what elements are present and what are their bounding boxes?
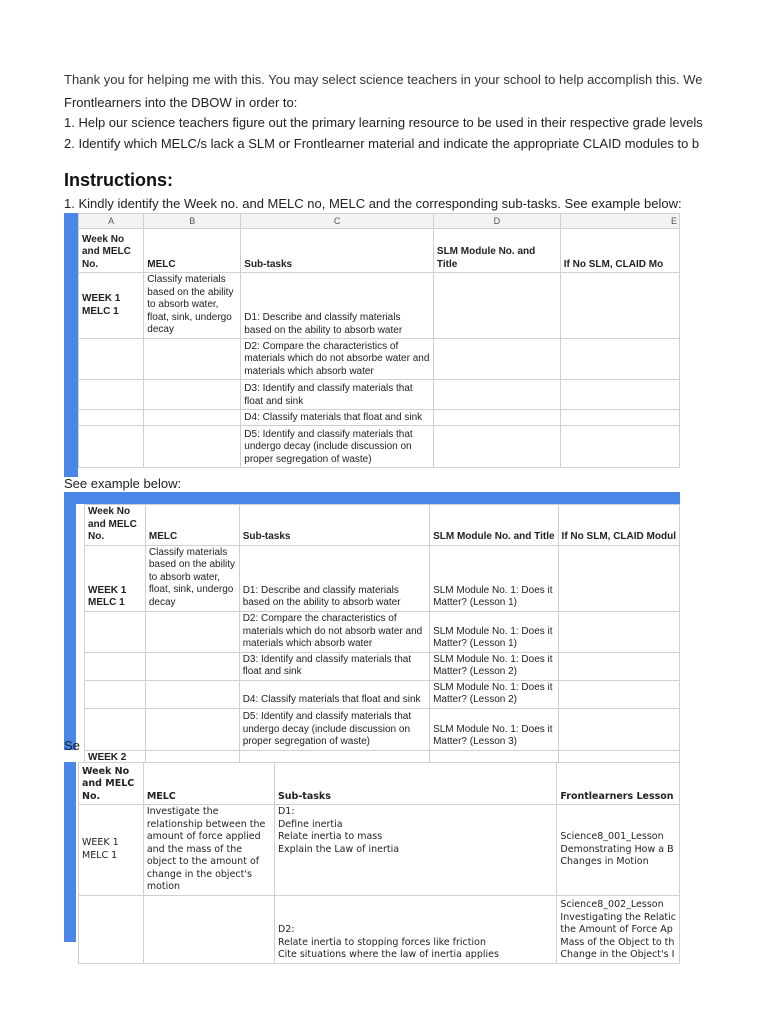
- slm-cell[interactable]: SLM Module No. 1: Does it Matter? (Lesson 1): [430, 611, 558, 652]
- slm-cell[interactable]: [433, 273, 560, 339]
- claid-cell[interactable]: [560, 273, 679, 339]
- column-letter[interactable]: D: [433, 214, 560, 229]
- table-row: [85, 708, 680, 750]
- header-cell[interactable]: Week No and MELC No.: [85, 505, 146, 546]
- column-letter[interactable]: C: [241, 214, 434, 229]
- header-cell[interactable]: Sub-tasks: [274, 763, 556, 805]
- subtask-cell[interactable]: D2: Compare the characteristics of materials which do not absorbe water and materials which absorb water: [241, 339, 434, 380]
- subtask-cell[interactable]: D5: Identify and classify materials that undergo decay (include discussion on proper segregation of waste): [241, 426, 434, 468]
- example-spreadsheet-2: [64, 492, 680, 763]
- subtask-cell[interactable]: D4: Classify materials that float and sink: [239, 680, 429, 708]
- table-row: [79, 426, 680, 468]
- table-row: [85, 652, 680, 680]
- header-cell[interactable]: Sub-tasks: [241, 229, 434, 273]
- table-row: [79, 339, 680, 380]
- column-letter[interactable]: B: [144, 214, 241, 229]
- header-cell[interactable]: MELC: [143, 763, 274, 805]
- column-letter[interactable]: E: [560, 214, 679, 229]
- header-cell[interactable]: SLM Module No. and Title: [433, 229, 560, 273]
- spreadsheet-selection-bar: [64, 762, 76, 942]
- header-cell[interactable]: MELC: [144, 229, 241, 273]
- intro-item-2: 2. Identify which MELC/s lack a SLM or Frontlearner material and indicate the appropriate CLAID modules to b: [64, 136, 700, 151]
- clipped-intro-text: Thank you for helping me with this. You may select science teachers in your school to help accomplish this. We: [64, 72, 703, 87]
- header-cell[interactable]: If No SLM, CLAID Mo: [560, 229, 679, 273]
- table-row: [79, 805, 680, 896]
- spreadsheet-top-bar: [64, 492, 680, 504]
- spreadsheet-selection-bar: [64, 213, 78, 477]
- week-cell[interactable]: WEEK 1 MELC 1: [79, 273, 144, 339]
- subtask-cell[interactable]: D4: Classify materials that float and sink: [241, 410, 434, 426]
- subtask-cell[interactable]: D2: Compare the characteristics of materials which do not absorb water and materials which absorb water: [239, 611, 429, 652]
- frontlearners-spreadsheet: [64, 762, 680, 960]
- table-row: [85, 680, 680, 708]
- column-letter[interactable]: A: [79, 214, 144, 229]
- subtask-cell[interactable]: D3: Identify and classify materials that float and sink: [239, 652, 429, 680]
- header-row: [79, 229, 680, 273]
- instructions-heading: Instructions:: [64, 170, 174, 190]
- see-fragment-text: Se: [64, 738, 80, 753]
- header-cell[interactable]: Week No and MELC No.: [79, 763, 144, 805]
- slm-cell[interactable]: SLM Module No. 1: Does it Matter? (Lesson 2): [430, 652, 558, 680]
- week-cell[interactable]: WEEK 1 MELC 1: [79, 805, 144, 896]
- subtask-cell[interactable]: D1: Describe and classify materials based on the ability to absorb water: [241, 273, 434, 339]
- subtask-cell[interactable]: D5: Identify and classify materials that undergo decay (include discussion on proper segregation of waste): [239, 708, 429, 750]
- claid-cell[interactable]: [558, 545, 679, 611]
- week-cell[interactable]: WEEK 2: [85, 750, 146, 766]
- table-row: [79, 273, 680, 339]
- slm-cell[interactable]: SLM Module No. 1: Does it Matter? (Lesson 2): [430, 680, 558, 708]
- table-row: [79, 380, 680, 410]
- subtask-cell[interactable]: D1: Define inertia Relate inertia to mass Explain the Law of inertia: [274, 805, 556, 896]
- header-cell[interactable]: Sub-tasks: [239, 505, 429, 546]
- frontlearners-cell[interactable]: Science8_001_Lesson Demonstrating How a B Changes in Motion: [557, 805, 680, 896]
- subtask-cell[interactable]: D3: Identify and classify materials that float and sink: [241, 380, 434, 410]
- see-example-text: See example below:: [64, 476, 182, 491]
- subtask-cell[interactable]: D2: Relate inertia to stopping forces like friction Cite situations where the law of inertia applies: [274, 895, 556, 963]
- header-cell[interactable]: Week No and MELC No.: [79, 229, 144, 273]
- example-table-1: [78, 213, 680, 468]
- slm-cell[interactable]: SLM Module No. 1: Does it Matter? (Lesson 1): [430, 545, 558, 611]
- header-cell[interactable]: SLM Module No. and Title: [430, 505, 558, 546]
- clipped-intro-line: [64, 72, 703, 88]
- intro-item-1: 1. Help our science teachers figure out the primary learning resource to be used in their respective grade levels: [64, 115, 703, 130]
- column-letter-row: [79, 214, 680, 229]
- slm-cell[interactable]: SLM Module No. 1: Does it Matter? (Lesson 3): [430, 708, 558, 750]
- melc-cell[interactable]: Classify materials based on the ability to absorb water, float, sink, undergo decay: [145, 545, 239, 611]
- header-cell[interactable]: If No SLM, CLAID Modul: [558, 505, 679, 546]
- week-cell[interactable]: WEEK 1 MELC 1: [85, 545, 146, 611]
- intro-line: Frontlearners into the DBOW in order to:: [64, 95, 298, 110]
- table-row: [79, 895, 680, 963]
- melc-cell[interactable]: Classify materials based on the ability to absorb water, float, sink, undergo decay: [144, 273, 241, 339]
- table-row: [85, 611, 680, 652]
- header-cell[interactable]: MELC: [145, 505, 239, 546]
- example-spreadsheet-1: [64, 213, 680, 477]
- header-row: [79, 763, 680, 805]
- frontlearners-cell[interactable]: Science8_002_Lesson Investigating the Relatic the Amount of Force Ap Mass of the Object to th Change in the Object's I: [557, 895, 680, 963]
- subtask-cell[interactable]: D1: Describe and classify materials based on the ability to absorb water: [239, 545, 429, 611]
- instructions-step-1: 1. Kindly identify the Week no. and MELC no, MELC and the corresponding sub-tasks. See example below:: [64, 196, 682, 211]
- table-row: [79, 410, 680, 426]
- header-cell[interactable]: Frontlearners Lesson: [557, 763, 680, 805]
- melc-cell[interactable]: Investigate the relationship between the amount of force applied and the mass of the object to the amount of change in the object's motion: [143, 805, 274, 896]
- table-row: [85, 545, 680, 611]
- frontlearners-table: [78, 762, 680, 964]
- header-row: [85, 505, 680, 546]
- spreadsheet-selection-bar: [64, 492, 76, 750]
- example-table-2: [84, 504, 680, 766]
